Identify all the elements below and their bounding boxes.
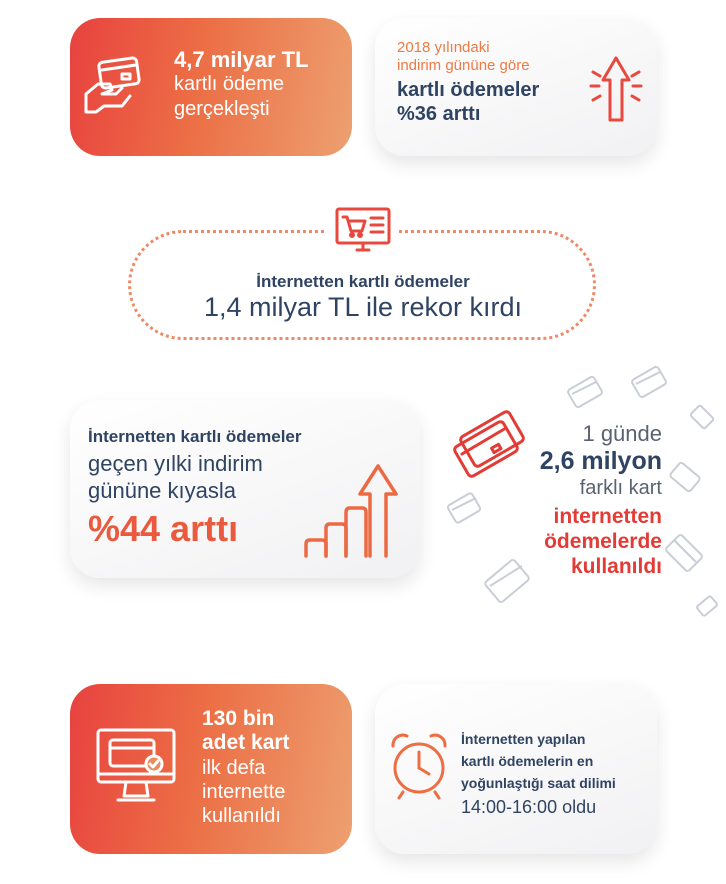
peak-line1: İnternetten yapılan: [461, 731, 586, 747]
new-cards-line1: 130 bin: [202, 707, 275, 730]
alarm-clock-icon: [387, 730, 451, 800]
card-new-online-cards: [70, 684, 352, 854]
decorative-card-icon: [694, 592, 722, 620]
increase36-line1: 2018 yılındaki: [397, 39, 490, 56]
total-payments-line3: gerçekleşti: [174, 98, 270, 120]
peak-line2: kartlı ödemelerin en: [461, 753, 594, 769]
peak-line3: yoğunlaştığı saat dilimi: [461, 775, 616, 791]
new-cards-line3: ilk defa: [202, 757, 266, 779]
decorative-card-icon: [480, 558, 536, 608]
decorative-card-icon: [660, 530, 710, 580]
stat-line4: internetten: [553, 505, 662, 528]
card-in-hand-icon: [82, 54, 146, 118]
card-44-percent-increase: [70, 400, 420, 578]
arrow-up-icon: [589, 54, 643, 128]
stat-line1: 1 günde: [582, 421, 662, 446]
new-cards-line5: kullanıldı: [202, 805, 281, 827]
card-total-payments: [70, 18, 352, 156]
decorative-card-icon: [444, 490, 488, 530]
increase44-line4: %44 arttı: [88, 508, 239, 549]
total-payments-amount: 4,7 milyar TL: [174, 47, 309, 72]
stat-line3: farklı kart: [579, 477, 662, 499]
increase44-line1: İnternetten kartlı ödemeler: [88, 427, 302, 446]
online-shopping-monitor-icon: [333, 206, 393, 254]
decorative-card-icon: [688, 402, 718, 432]
decorative-card-icon: [566, 378, 606, 408]
peak-line4: 14:00-16:00 oldu: [461, 797, 597, 817]
stat-line2: 2,6 milyon: [539, 447, 662, 475]
growth-bars-arrow-icon: [302, 460, 402, 560]
increase44-line2: geçen yılki indirim: [88, 451, 263, 476]
record-line1: İnternetten kartlı ödemeler: [256, 272, 470, 291]
increase44-line3: gününe kıyasla: [88, 478, 236, 503]
total-payments-line2: kartlı ödeme: [174, 73, 285, 95]
card-peak-hours: [375, 684, 657, 854]
stat-line5: ödemelerde: [544, 530, 662, 553]
record-line2: 1,4 milyar TL ile rekor kırdı: [203, 292, 523, 322]
credit-cards-icon: [450, 408, 530, 478]
decorative-card-icon: [628, 366, 672, 402]
increase36-line3: kartlı ödemeler: [397, 79, 540, 101]
stat-line6: kullanıldı: [570, 555, 662, 578]
new-cards-line2: adet kart: [202, 731, 290, 754]
card-36-percent-increase: [375, 18, 657, 156]
computer-card-icon: [94, 726, 178, 806]
decorative-card-icon: [666, 460, 706, 496]
increase36-line4: %36 arttı: [397, 103, 481, 125]
new-cards-line4: internette: [202, 781, 286, 803]
increase36-line2: indirim gününe göre: [397, 57, 530, 74]
